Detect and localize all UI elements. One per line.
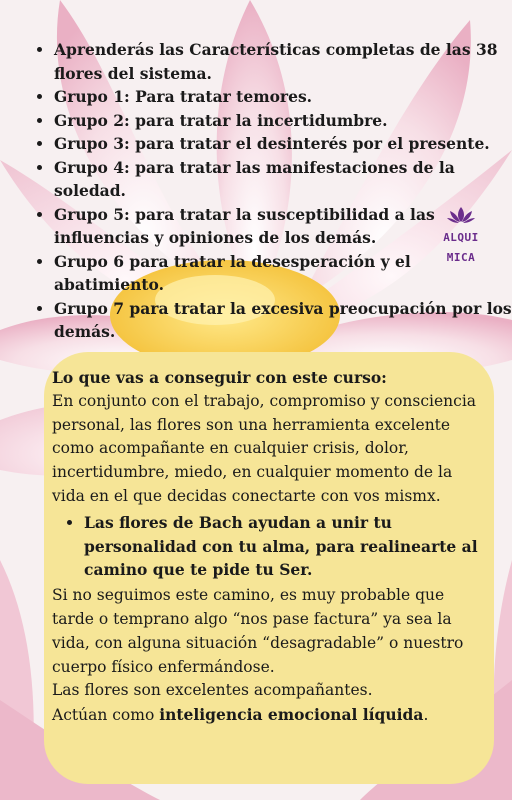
card-title: Lo que vas a conseguir con este curso: bbox=[52, 368, 387, 387]
list-item: • Grupo 7 para tratar la excesiva preocupación por los demás. bbox=[54, 297, 512, 344]
alquimica-logo bbox=[440, 206, 482, 268]
logo-text-line1: ALQUI bbox=[443, 231, 479, 244]
card-paragraph-prefix: Actúan como bbox=[52, 706, 160, 725]
card-paragraph-last bbox=[52, 703, 482, 728]
list-item: • Grupo 2: para tratar la incertidumbre. bbox=[54, 109, 512, 133]
card-paragraph: Las flores son excelentes acompañantes. bbox=[52, 681, 373, 700]
logo-text-line2: MICA bbox=[446, 251, 476, 264]
info-card-content bbox=[52, 366, 482, 728]
card-bullet-list bbox=[52, 511, 482, 582]
list-item: • Grupo 5: para tratar la susceptibilidad a las influencias y opiniones de los demás. bbox=[54, 203, 512, 250]
top-bullet-list bbox=[24, 38, 512, 344]
list-item: • Grupo 6 para tratar la desesperación y el abatimiento. bbox=[54, 250, 512, 297]
card-bullet-item: • Las flores de Bach ayudan a unir tu personalidad con tu alma, para realinearte al camino que te pide tu Ser. bbox=[84, 511, 482, 582]
list-item: • Grupo 1: Para tratar temores. bbox=[54, 85, 512, 109]
card-paragraph-emphasis: inteligencia emocional líquida bbox=[159, 705, 424, 725]
list-item: • Grupo 3: para tratar el desinterés por el presente. bbox=[54, 132, 512, 156]
list-item: • Aprenderás las Características completas de las 38 flores del sistema. bbox=[54, 38, 512, 85]
list-item: • Grupo 4: para tratar las manifestaciones de la soledad. bbox=[54, 156, 512, 203]
card-paragraph-suffix: . bbox=[423, 706, 429, 725]
card-paragraph: En conjunto con el trabajo, compromiso y consciencia personal, las flores son una herramienta excelente como acompañante en cualquier crisis, dolor, incertidumbre, miedo, en cualquier momento de la vida en el que decidas conectarte con vos mismx. bbox=[52, 391, 477, 505]
lotus-icon bbox=[447, 206, 475, 224]
card-paragraph: Si no seguimos este camino, es muy probable que tarde o temprano algo “nos pase factura” ya sea la vida, con alguna situación “desagradable” o nuestro cuerpo físico enfermándose. bbox=[52, 586, 464, 676]
